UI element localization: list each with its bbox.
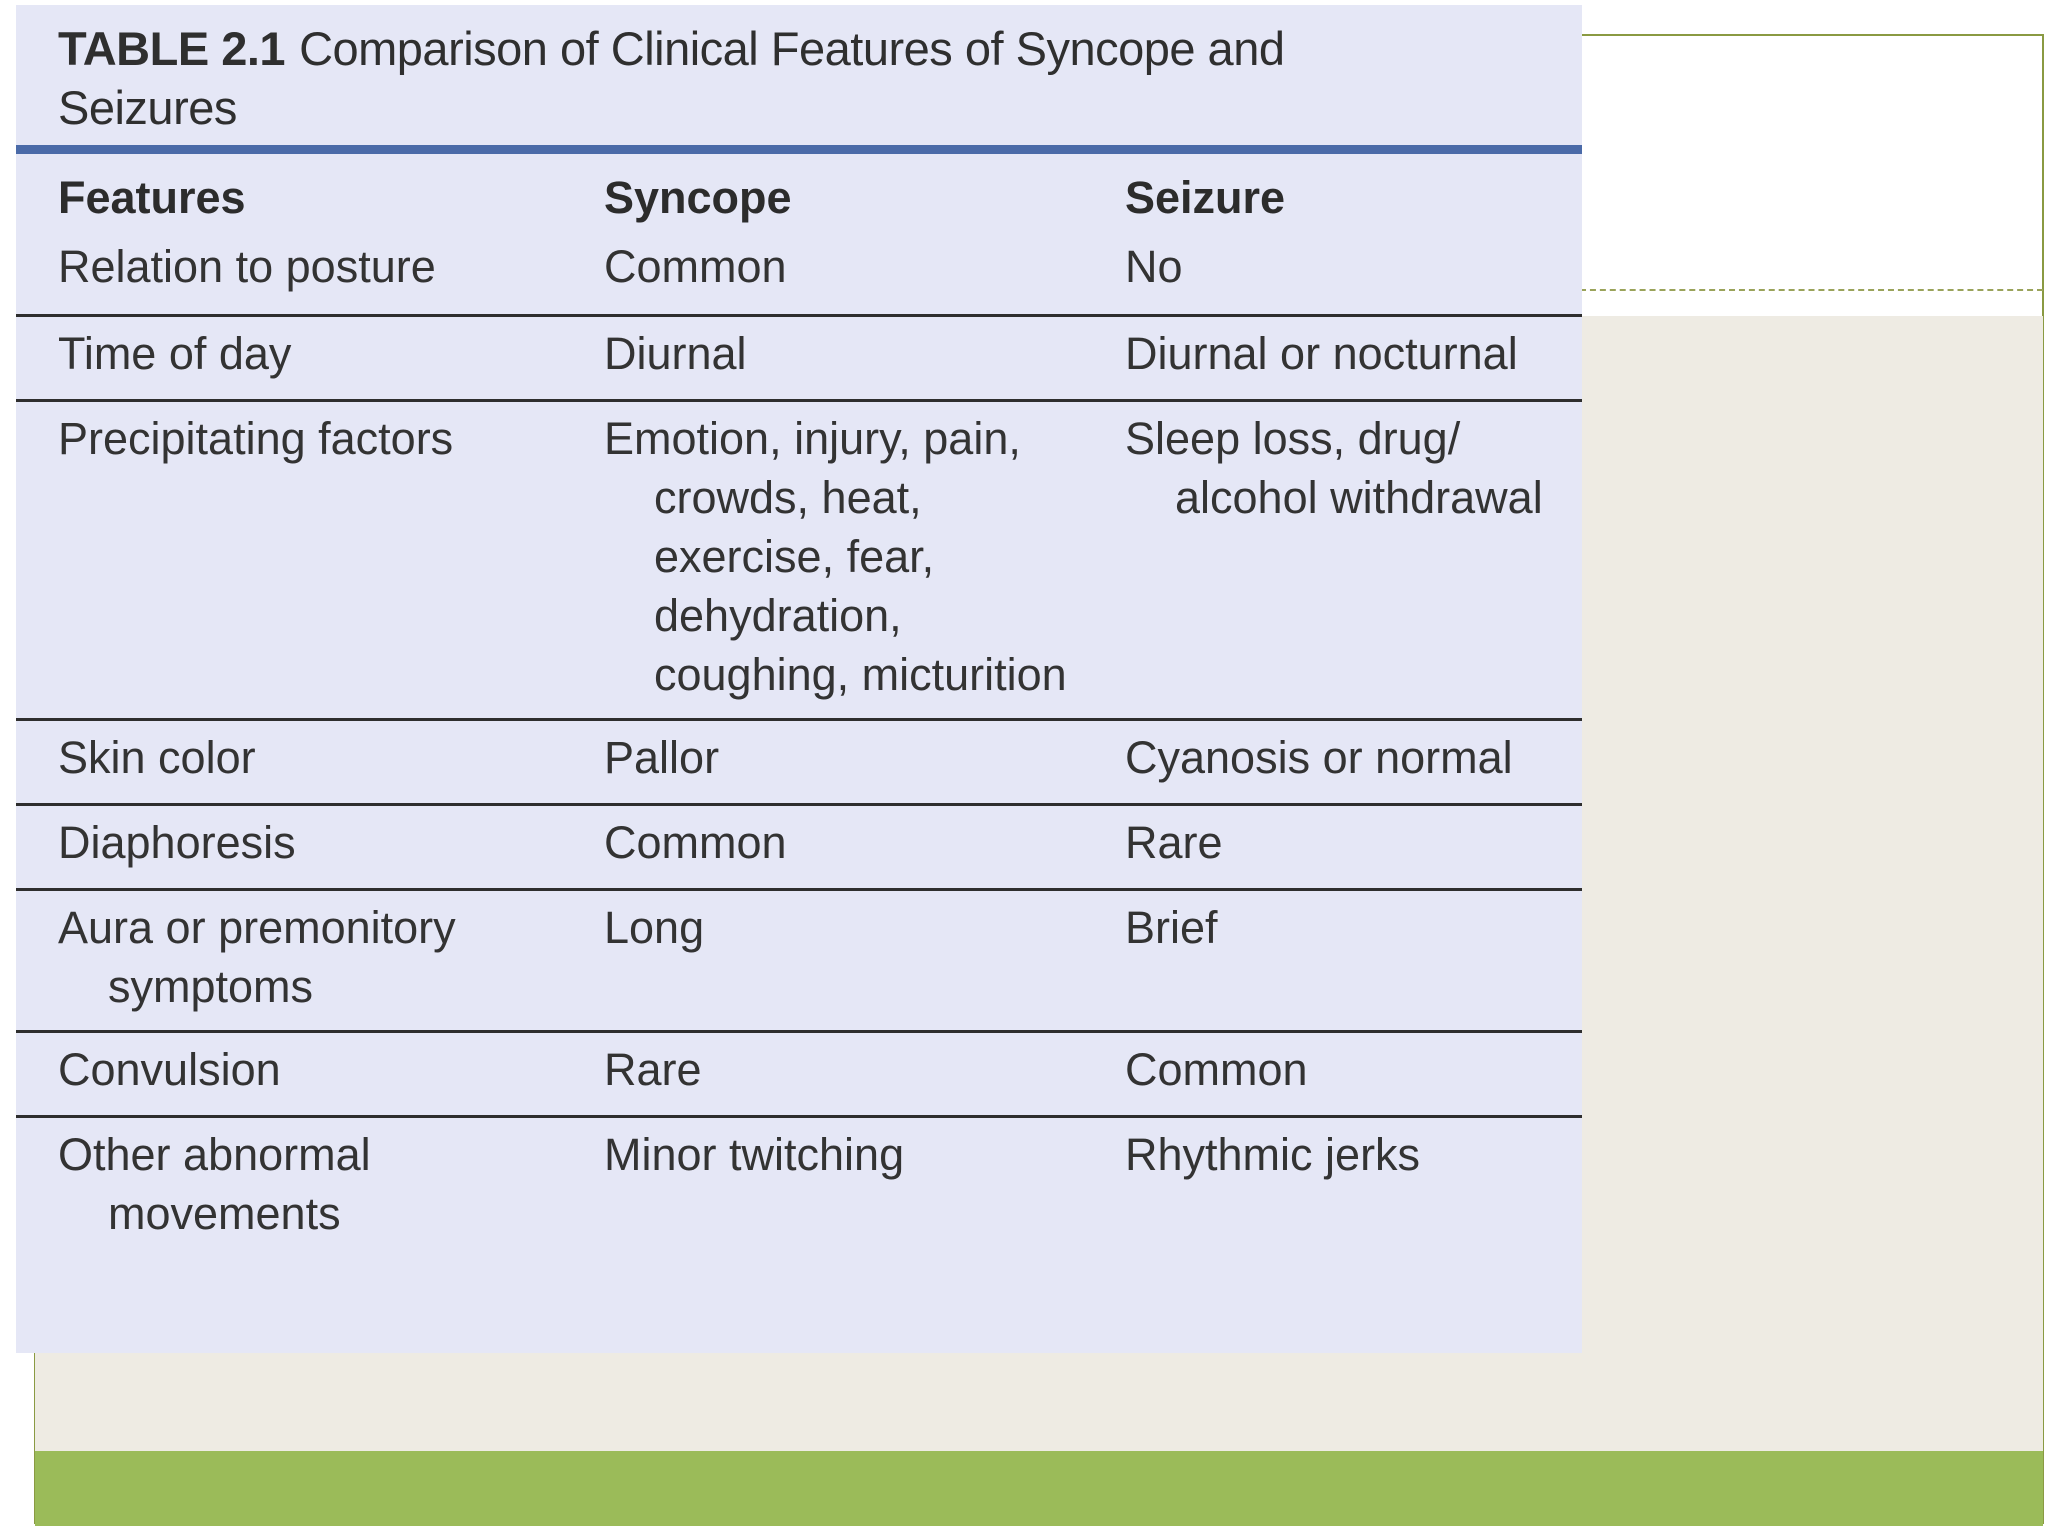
table-caption	[58, 19, 1458, 137]
cell-text: Skin color	[58, 731, 256, 783]
cell-text: No	[1125, 241, 1183, 292]
cell-text: Common	[1125, 1043, 1308, 1095]
table-row	[16, 400, 1582, 719]
syncope-cell	[562, 1116, 1083, 1257]
comparison-table	[16, 154, 1582, 1257]
cell-text: Diaphoresis	[58, 816, 296, 868]
seizure-cell	[1083, 400, 1582, 719]
cell-text: Sleep loss, drug/ alcohol withdrawal	[1125, 412, 1543, 523]
cell-text: Minor twitching	[604, 1128, 905, 1180]
cell-text: Rare	[1125, 816, 1223, 868]
feature-cell	[16, 889, 562, 1031]
cell-text: Diurnal or nocturnal	[1125, 327, 1518, 379]
column-header-syncope: Syncope	[604, 172, 792, 223]
cell-text: Diurnal	[604, 327, 747, 379]
header-rule	[16, 145, 1582, 154]
cell-text: Other abnormal movements	[58, 1128, 371, 1239]
seizure-cell	[1083, 230, 1582, 315]
cell-text: Relation to posture	[58, 241, 436, 292]
seizure-cell	[1083, 1116, 1582, 1257]
table-row	[16, 1116, 1582, 1257]
table-row	[16, 889, 1582, 1031]
column-header-seizure: Seizure	[1125, 172, 1286, 223]
feature-cell	[16, 1116, 562, 1257]
table-row	[16, 315, 1582, 400]
table-row	[16, 230, 1582, 315]
cell-text: Common	[604, 816, 787, 868]
feature-cell	[16, 315, 562, 400]
cell-text: Cyanosis or normal	[1125, 731, 1513, 783]
cell-text: Emotion, injury, pain, crowds, heat, exercise, fear, dehydration, coughing, micturition	[604, 412, 1067, 700]
syncope-cell	[562, 889, 1083, 1031]
syncope-cell	[562, 804, 1083, 889]
syncope-cell	[562, 719, 1083, 804]
cell-text: Time of day	[58, 327, 292, 379]
cell-text: Long	[604, 901, 705, 953]
seizure-cell	[1083, 804, 1582, 889]
cell-text: Pallor	[604, 731, 720, 783]
table-header-row	[16, 154, 1582, 230]
table-title: Comparison of Clinical Features of Syncope and Seizures	[58, 22, 1285, 134]
feature-cell	[16, 1031, 562, 1116]
cell-text: Common	[604, 241, 787, 292]
seizure-cell	[1083, 1031, 1582, 1116]
feature-cell	[16, 230, 562, 315]
table-label: TABLE 2.1	[58, 22, 286, 75]
syncope-cell	[562, 400, 1083, 719]
feature-cell	[16, 400, 562, 719]
feature-cell	[16, 719, 562, 804]
seizure-cell	[1083, 719, 1582, 804]
cell-text: Rhythmic jerks	[1125, 1128, 1421, 1180]
cell-text: Rare	[604, 1043, 702, 1095]
column-header-features: Features	[58, 172, 246, 223]
cell-text: Brief	[1125, 901, 1218, 953]
seizure-cell	[1083, 315, 1582, 400]
seizure-cell	[1083, 889, 1582, 1031]
syncope-cell	[562, 230, 1083, 315]
syncope-cell	[562, 1031, 1083, 1116]
slide-footer-bar	[35, 1451, 2043, 1526]
syncope-cell	[562, 315, 1083, 400]
table-row	[16, 719, 1582, 804]
feature-cell	[16, 804, 562, 889]
title-placeholder-divider	[1580, 289, 2043, 291]
table-row	[16, 804, 1582, 889]
cell-text: Convulsion	[58, 1043, 281, 1095]
table-row	[16, 1031, 1582, 1116]
table-figure	[16, 5, 1582, 1353]
cell-text: Precipitating factors	[58, 412, 454, 464]
cell-text: Aura or premonitory symptoms	[58, 901, 456, 1012]
